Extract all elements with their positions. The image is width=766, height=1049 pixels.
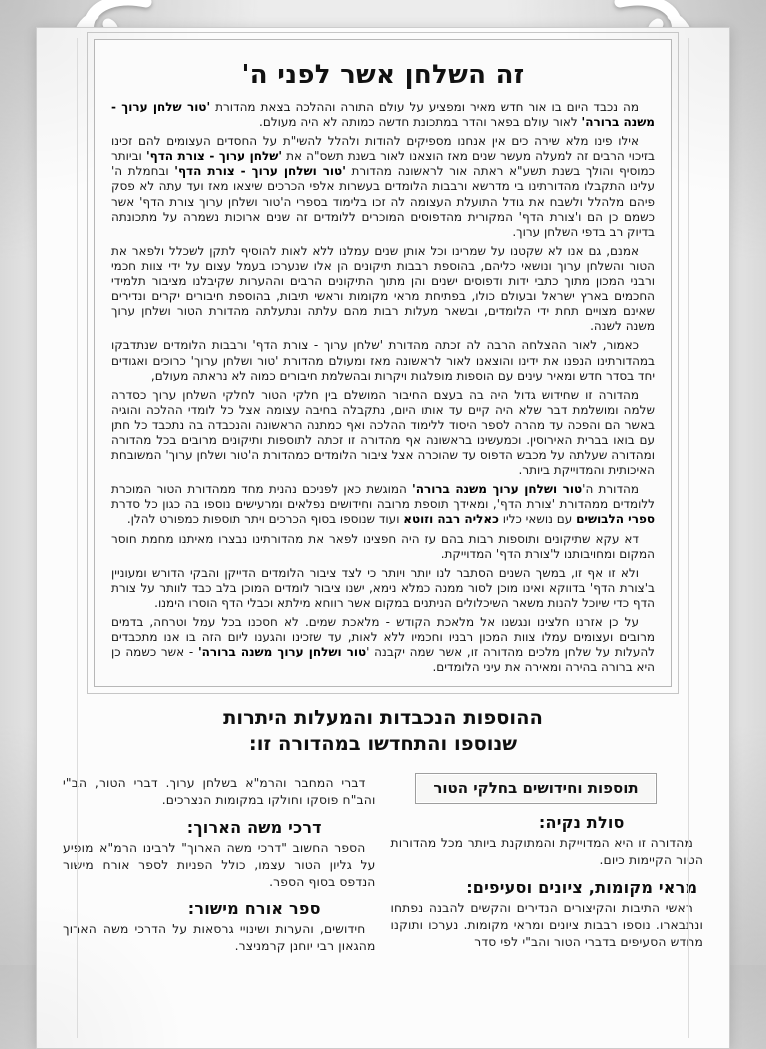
section-heading-solet-nekia: סולת נקיה: [538, 813, 625, 833]
section-text: ראשי התיבות והקיצורים הנדירים והקשים להבנה נפתחו ונתבארו. נוספו רבבות ציונים ומראי מקומות. נערכו ותוקנו מחדש הסעיפים בדברי הטור והב"י לפי סדר [390, 900, 703, 949]
text-fragment: - אשר כשמה כן היא ברורה בהירה ומאירה את עיני הלומדים. [111, 645, 655, 675]
text-fragment: וביותר כמוסיף והולך בשנת תשע"א ראתה אור לראשונה מהדורת [111, 149, 656, 179]
section-text: מהדורה זו היא המדוייקת והמתוקנת ביותר מכל מהדורות הטור הקיימות כיום. [390, 836, 703, 868]
foreword-paragraph-4 [111, 338, 655, 383]
foreword-paragraph-7 [111, 532, 655, 562]
bold-emphasis: 'טור שלחן ערוך - משנה ברורה' [111, 100, 655, 130]
additions-heading-line-2: שנוספו והתחדשו במהדורה זו: [248, 732, 518, 756]
foreword-paragraph-5 [111, 388, 655, 479]
text-fragment: על כן אזרנו חלצינו ונגשנו אל מלאכת הקודש - מלאכת שמים. לא חסכנו בכל עמל וטרחה, בדמים מרובים ועצומים עמלו צוות המכון רבניו וחכמיו ללא לאות, עד שזכינו והגענו ליום הזה בו אנו מתכבדים להעלות על שלחן מלכים מהדורה זו, אשר שמה יקבנה ' [111, 615, 656, 660]
foreword-paragraph-6 [111, 482, 655, 527]
bold-emphasis: טור ושלחן ערוך משנה ברורה' [197, 645, 367, 660]
foreword-paragraph-1 [111, 100, 655, 130]
text-fragment: דא עקא שתיקונים ותוספות רבות בהם עז היה חפצינו לפאר את מהדורתינו נבצרו מאיתנו מחמת חוסר המקום ומחויבותנו ל'צורת הדף' המדוייקת. [111, 531, 655, 561]
foreword-paragraph-2 [111, 134, 655, 240]
bold-emphasis: טור ושלחן ערוך משנה ברורה' [412, 482, 583, 497]
section-heading-marei-mekomot: מראי מקומות, ציונים וסעיפים: [466, 877, 698, 897]
left-column-intro-text: דברי המחבר והרמ"א בשלחן ערוך. דברי הטור, הב"י והב"ח פוסקו וחולקו במקומות הנצרכים. [63, 776, 376, 808]
book-page-panel [36, 27, 730, 1049]
section-text: הספר החשוב "דרכי משה הארוך" לרבינו הרמ"א מופיע על גליון הטור עצמו, כולל הפניות לספר אורח מישור הנדפס בסוף הספר. [63, 840, 376, 889]
section-text: חידושים, והערות ושינויי גרסאות על הדרכי משה הארוך מהגאון רבי יוחנן קרמניצר. [63, 922, 376, 954]
section-heading-orach-mishor: ספר אורח מישור: [187, 899, 321, 919]
text-fragment: מה נכבד היום בו אור חדש מאיר ומפציע על עולם התורה וההלכה בצאת מהדורת [210, 100, 639, 114]
text-fragment: ועוד שנוספו בסוף הכרכים ויתר תוספות כמפורט להלן. [126, 512, 404, 527]
text-fragment: ובחמלת ה' עלינו התקבלו מהדורתינו בי מדרשא ורבבות הלומדים בעשרות אלפי הכרכים שיצאו מאז ועד עתה לא פסק פיהם מלהלל ולשבח את גודל התועלת העצומה לה זכו בלימוד בספרי ה'טור ושלחן ערוך צורת הדף' אשר כשמם כן הם ו'צורת הדף' המקורית מהדפוסים המוכרים ללומדים זה שנים ארוכות נשמרה על מתכונתה בדיוק רב בדפי השלחן ערוך. [111, 164, 655, 239]
bold-emphasis: כאליה רבה וזוטא [403, 512, 499, 527]
foreword-paragraph-8 [111, 566, 655, 611]
additions-right-column [391, 771, 704, 958]
text-fragment: מהדורת ה' [582, 482, 639, 497]
text-fragment: אילו פינו מלא שירה כים אין אנחנו מספיקים להודות ולהלל להשי"ת על החסדים העצומים להם זכינו בזיכוי הרבים זה למעלה מעשר שנים מאז הוצאנו לאור בשנת תשס"ה את [111, 134, 655, 164]
text-fragment: כאמור, לאור ההצלחה הרבה לה זכתה מהדורת 'שלחן ערוך - צורת הדף' ורבבות הלומדים שנתדבקו במהדורתינו הנפנו את ידינו והוצאנו לאור לראשונה מאז ומעולם מהדורת 'טור ושלחן ערוך' כרוכים ואגודים יחד בסדר חדש ומאיר עינים עם הוספות מופלגות ויקרות ובהשלמת חיבורים כמוה לא נראתה מעולם, [111, 338, 655, 383]
text-fragment: מהדורה זו שחידוש גדול היה בה בעצם החיבור המושלם בין חלקי הטור לחלקי השלחן ערוך כסדרה שלמה ומושלמת דבר שלא היה קיים עד אותו היום, נתקבלה בחיבה עצומה אצל כל לומדי ההלכה והוגיה באשר הם והפכה עד מהרה לספר היסוד ללימוד ההלכה ואף כמתנה הראשונה והנכבדה בה נתכבד כל חתן עם בואו בברית האירוסין. וכמעשינו בראשונה אף מהדורה זו זכתה לתוספות ותיקונים מרובים בכל מהדורה ומהדורה שעלתה על מכבש הדפוס עד שהוכרה אצל ציבור הלומדים כמהדורת ה'טור ושלחן ערוך' המשובחת האיכותית והמדוייקת ביותר. [111, 387, 655, 478]
additions-columns [37, 771, 729, 958]
text-fragment: המוגשת כאן לפניכם נהנית מחד ממהדורת הטור המוכרת ללומדים ממהדורת 'צורת הדף', ומאידך תוספת מרובה וחידושים נפלאים ומרעישים נוספו בה כגון כל סדרת [111, 482, 655, 512]
bold-emphasis: 'טור ושלחן ערוך - צורת הדף' [174, 164, 346, 179]
foreword-title: זה השלחן אשר לפני ה' [241, 60, 525, 90]
bold-emphasis: 'שלחן ערוך - צורת הדף' [145, 149, 283, 164]
tur-additions-box-title: תוספות וחידושים בחלקי הטור [415, 773, 657, 804]
additions-left-column [63, 771, 376, 958]
section-heading-darkei-moshe: דרכי משה הארוך: [186, 817, 322, 837]
additions-heading-line-1: ההוספות הנכבדות והמעלות היתרות [223, 706, 543, 730]
text-fragment: לאור עולם בפאר והדר במתכונת חדשה כמותה לא היה מעולם. [259, 115, 582, 130]
text-fragment: עם נושאי כליו [498, 512, 577, 527]
text-fragment: ולא זו אף זו, במשך השנים הסתבר לנו יותר ויותר כי לצד ציבור הלומדים הדייקן והבקי הדורש ומעוניין ב'צורת הדף' בדווקא ואינו מוכן לסור ממנה כמלא נימא, ישנו ציבור לומדים המוכן בלב כבד לוותר על צורת הדף כדי שיוכל להנות משאר השיכלולים הניתנים במקום אשר רווחא מילתא וכבלי הדף הוסרו הימנו. [111, 565, 655, 610]
text-fragment: אמנם, גם אנו לא שקטנו על שמרינו וכל אותן שנים עמלנו ללא לאות להוסיף לתקן לשכלל ולפאר את הטור והשלחן ערוך ונושאי כליהם, בהוספת רבבות תיקונים הן אלו שנערכו בעמל עצום על ידי צוות חכמי ורבני המכון מתוך כתבי ידות ודפוסים ישנים והן מתוך התיקונים הרבים וההערות שקיבלנו מציבור תלמידי החכמים בארץ ישראל ובעולם כולו, בפתיחת מראי מקומות וראשי תיבות, בהוספת חיבורים יקרים ונדירים שאינם מצויים תחת ידי הלומדים, ובשאר מעלות רבות מהם עלתה ונתעלתה מהדורת הטור ושלחן ערוך משנה לשנה. [111, 243, 655, 334]
bold-emphasis: ספרי הלבושים [576, 512, 655, 527]
foreword-paragraph-9 [111, 615, 655, 675]
foreword-box [94, 39, 672, 687]
additions-section-heading [37, 705, 729, 757]
foreword-paragraph-3 [111, 244, 655, 335]
